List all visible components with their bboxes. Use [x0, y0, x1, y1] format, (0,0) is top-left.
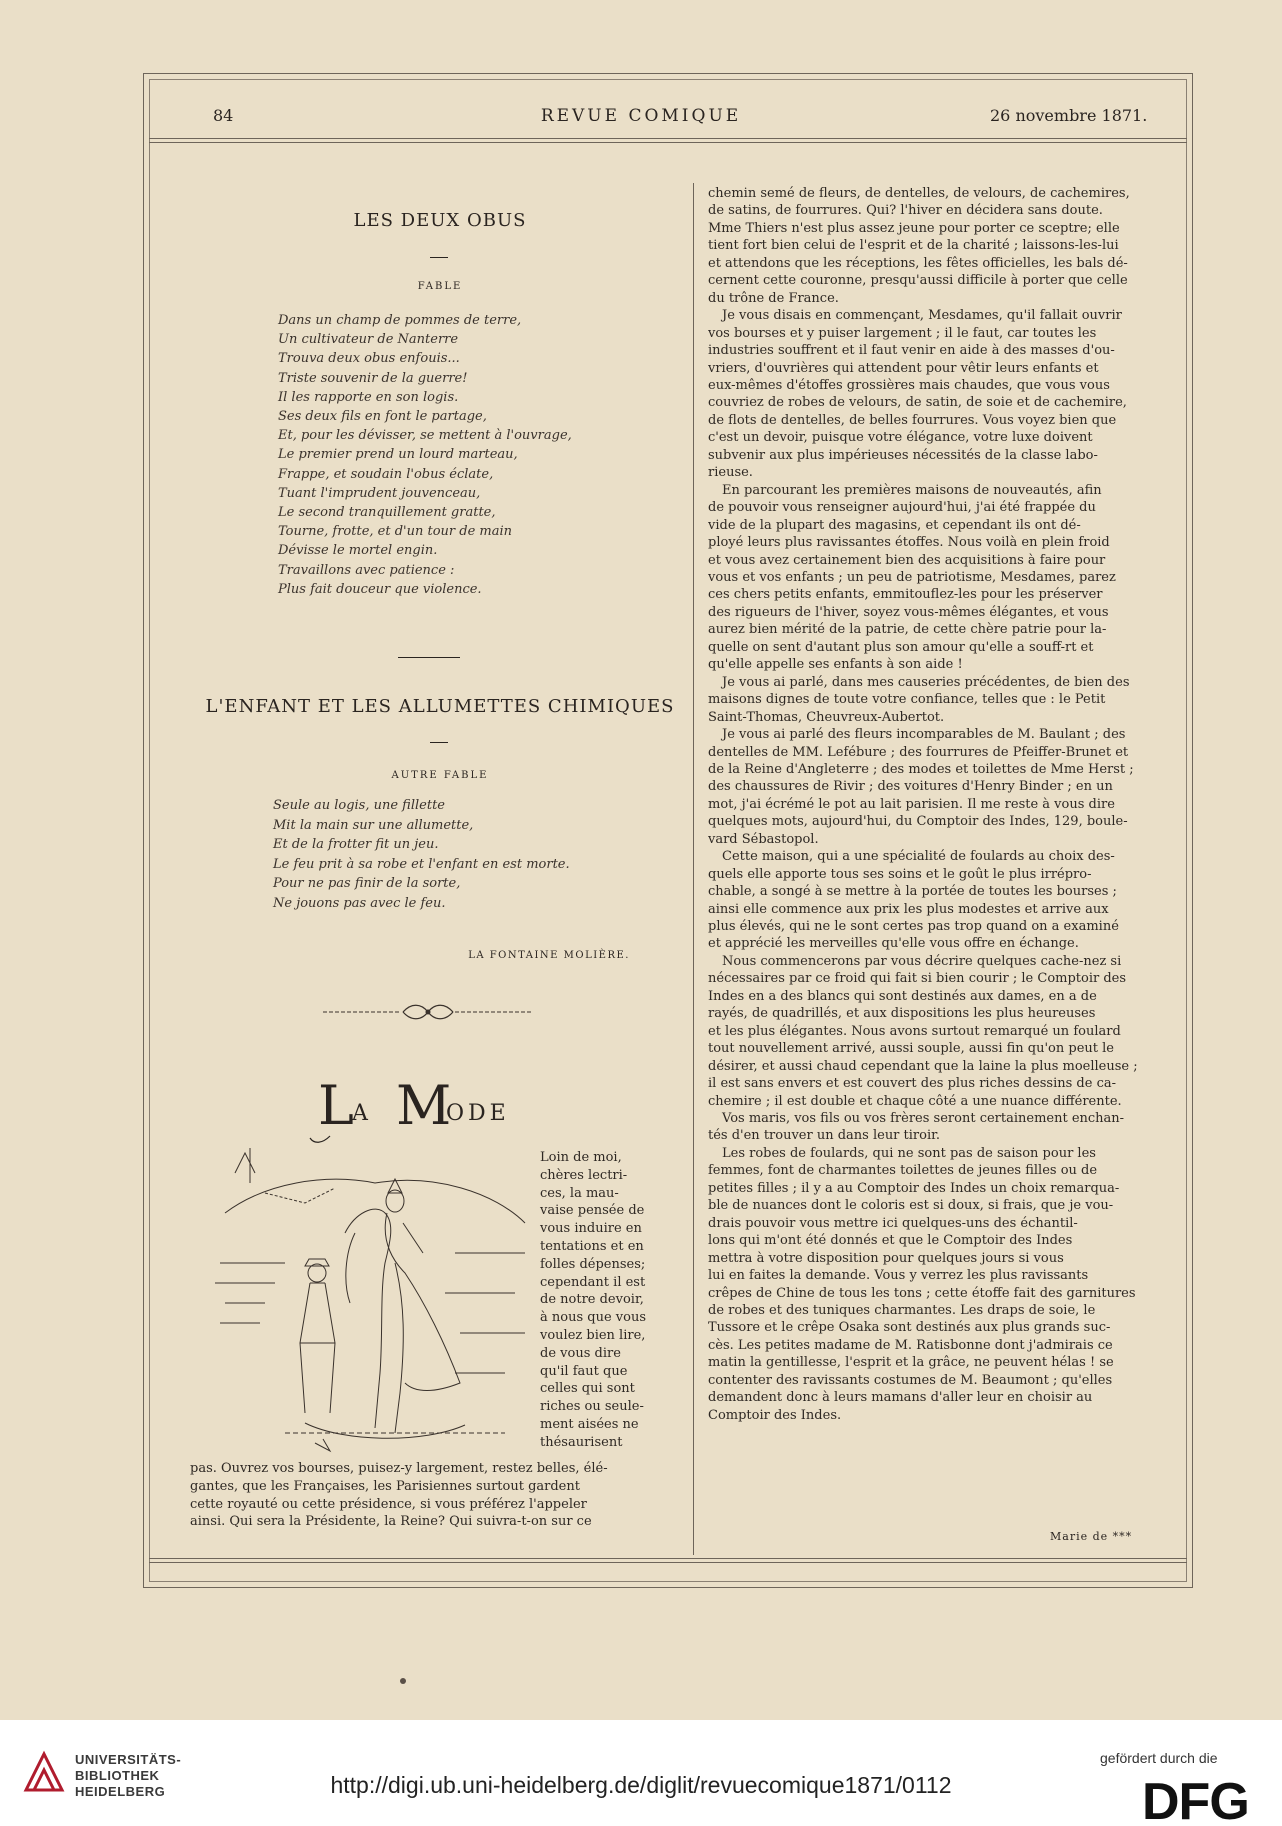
text-line: qu'elle appelle ses enfants à son aide !	[708, 657, 963, 673]
text-line: du trône de France.	[708, 290, 839, 306]
text-line: ment aisées ne	[540, 1416, 639, 1432]
text-line: de la Reine d'Angleterre ; des modes et toilettes de Mme Herst ;	[708, 761, 1134, 777]
svg-text:M: M	[396, 1074, 452, 1137]
text-line: cependant il est	[540, 1274, 646, 1290]
institution-line: BIBLIOTHEK	[75, 1768, 160, 1783]
verse-line: Plus fait douceur que violence.	[278, 581, 482, 597]
text-line: et attendons que les réceptions, les fêtes officielles, les bals dé-	[708, 255, 1128, 271]
text-line: rayés, de quadrillés, et aux dispositions les plus heureuses	[708, 1006, 1096, 1022]
text-line: plus élevés, qui ne le sont certes pas trop quand on a examiné	[708, 919, 1119, 935]
verse-line: Ne jouons pas avec le feu.	[273, 895, 446, 911]
verse-line: Travaillons avec patience :	[278, 562, 455, 578]
page-number: 84	[213, 106, 234, 125]
text-line: vard Sébastopol.	[708, 831, 819, 847]
text-line: Saint-Thomas, Cheuvreux-Aubertot.	[708, 709, 945, 725]
fable2-subtitle: AUTRE FABLE	[391, 770, 489, 781]
text-line: à nous que vous	[540, 1310, 646, 1326]
verse-line: Tuant l'imprudent jouvenceau,	[278, 485, 481, 501]
text-line: des chaussures de Rivir ; des voitures d'Henry Binder ; en un	[708, 779, 1113, 795]
text-line: folles dépenses;	[540, 1256, 646, 1272]
verse-line: Le premier prend un lourd marteau,	[278, 447, 518, 463]
verse-line: Le feu prit à sa robe et l'enfant en est morte.	[273, 856, 570, 872]
bottom-rule-thin	[149, 1562, 1187, 1563]
section-rule	[398, 657, 460, 658]
text-line: tentations et en	[540, 1238, 644, 1254]
text-line: dentelles de MM. Lefébure ; des fourrures de Pfeiffer-Brunet et	[708, 744, 1129, 760]
text-line: pas. Ouvrez vos bourses, puisez-y largement, restez belles, élé-	[190, 1461, 608, 1476]
text-line: il est sans envers et est couvert des plus riches dessins de ca-	[708, 1076, 1117, 1092]
text-line: vaise pensée de	[540, 1203, 645, 1219]
text-line: chemire ; il est double et chaque côté a une nuance différente.	[708, 1093, 1122, 1109]
text-line: industries souffrent et il faut venir en aide à des masses d'ou-	[708, 343, 1115, 359]
text-line: mot, j'ai écrémé le pot au lait parisien. Il me reste à vous dire	[708, 796, 1115, 812]
funding-label: gefördert durch die	[1100, 1750, 1218, 1766]
ink-spot	[400, 1678, 406, 1684]
verse-line: Dans un champ de pommes de terre,	[278, 313, 522, 328]
text-line: ainsi elle commence aux prix les plus modestes et arrive aux	[708, 901, 1109, 917]
verse-line: Et, pour les dévisser, se mettent à l'ouvrage,	[278, 428, 572, 444]
title-dash	[430, 257, 448, 258]
text-line: chères lectri-	[540, 1167, 628, 1183]
text-line: eux-mêmes d'étoffes grossières mais chaudes, que vous vous	[708, 377, 1110, 393]
text-line: cernent cette couronne, presqu'aussi difficile à porter que celle	[708, 273, 1128, 289]
text-line: voulez bien lire,	[540, 1327, 646, 1343]
svg-text:A: A	[352, 1101, 371, 1126]
journal-title: REVUE COMIQUE	[540, 106, 742, 126]
svg-text:ODE: ODE	[446, 1101, 510, 1126]
text-line: de satins, de fourrures. Qui? l'hiver en décidera sans doute.	[708, 203, 1103, 219]
text-line: Tussore et le crêpe Osaka sont destinés aux plus grands suc-	[708, 1320, 1111, 1336]
svg-text:L: L	[318, 1074, 354, 1137]
text-line: petites filles ; il y a au Comptoir des Indes un choix remarqua-	[708, 1180, 1120, 1196]
text-line: ces, la mau-	[540, 1185, 619, 1201]
text-line: riches ou seule-	[540, 1399, 644, 1415]
institution-line: UNIVERSITÄTS-	[75, 1752, 182, 1767]
text-line: de robes et des tuniques charmantes. Les draps de soie, le	[708, 1303, 1096, 1318]
verse-line: Trouva deux obus enfouis...	[278, 351, 460, 367]
text-line: et les plus élégantes. Nous avons surtout remarqué un foulard	[708, 1023, 1121, 1039]
text-line: quelques mots, aujourd'hui, du Comptoir des Indes, 129, boule-	[708, 814, 1128, 830]
verse-line: Dévisse le mortel engin.	[278, 543, 438, 559]
text-line: et apprécié les merveilles qu'elle vous offre en échange.	[708, 936, 1079, 952]
text-line: de vous dire	[540, 1345, 621, 1361]
bottom-rule	[149, 1558, 1187, 1559]
text-line: Loin de moi,	[540, 1150, 622, 1165]
text-line: chemin semé de fleurs, de dentelles, de velours, de cachemires,	[708, 186, 1130, 201]
text-line: qu'il faut que	[540, 1363, 628, 1379]
text-line: ainsi. Qui sera la Présidente, la Reine? Qui suivra-t-on sur ce	[190, 1514, 592, 1530]
text-line: cette royauté ou cette présidence, si vous préférez l'appeler	[190, 1496, 587, 1512]
mode-intro-wrapped	[540, 1149, 670, 1452]
text-line: quels elle apporte tous ses soins et le goût le plus irrépro-	[708, 866, 1092, 882]
verse-line: Tourne, frotte, et d'un tour de main	[278, 524, 513, 540]
text-line: demandent donc à leurs mamans d'aller leur en choisir au	[708, 1390, 1093, 1406]
text-line: gantes, que les Françaises, les Parisiennes surtout gardent	[190, 1478, 580, 1494]
text-line: matin la gentillesse, l'esprit et la grâce, ne peuvent hélas ! se	[708, 1355, 1114, 1371]
mode-intro-continued	[190, 1460, 675, 1531]
text-line: mettra à votre disposition pour quelques jours si vous	[708, 1250, 1064, 1266]
dfg-logo: DFG	[1142, 1773, 1249, 1826]
text-line: En parcourant les premières maisons de nouveautés, afin	[722, 482, 1102, 498]
text-line: femmes, font de charmantes toilettes de jeunes filles ou de	[708, 1163, 1098, 1179]
author-signature: Marie de ***	[1050, 1530, 1133, 1543]
verse-line: Mit la main sur une allumette,	[273, 817, 474, 833]
text-line: Cette maison, qui a une spécialité de foulards au choix des-	[722, 849, 1115, 865]
verse-line: Il les rapporte en son logis.	[278, 389, 459, 405]
text-line: Nous commencerons par vous décrire quelques cache-nez si	[722, 953, 1122, 969]
text-line: drais pouvoir vous mettre ici quelques-uns des échantil-	[708, 1215, 1078, 1231]
text-line: vide de la plupart des magasins, et cependant ils ont dé-	[708, 517, 1081, 533]
verse-line: Ses deux fils en font le partage,	[278, 409, 487, 425]
right-column-text	[708, 185, 1188, 1424]
text-line: vous induire en	[540, 1221, 642, 1237]
institution-line: HEIDELBERG	[75, 1784, 166, 1799]
text-line: tient fort bien celui de l'esprit et de la charité ; laissons-les-lui	[708, 238, 1119, 254]
text-line: Les robes de foulards, qui ne sont pas de saison pour les	[722, 1145, 1096, 1161]
text-line: de flots de dentelles, de belles fourrures. Vous voyez bien que	[708, 412, 1117, 428]
text-line: vos bourses et y puiser largement ; il le faut, car toutes les	[708, 325, 1097, 341]
text-line: des rigueurs de l'hiver, soyez vous-mêmes élégantes, et vous	[708, 604, 1109, 620]
text-line: couvriez de robes de velours, de satin, de soie et de cachemire,	[708, 395, 1127, 411]
la-mode-title	[300, 1066, 560, 1146]
verse-line: Le second tranquillement gratte,	[278, 505, 496, 521]
riding-illustration	[205, 1143, 540, 1458]
column-divider	[693, 183, 694, 1555]
text-line: chable, a songé à se mettre à la portée de toutes les bourses ;	[708, 884, 1117, 900]
fable2-signature: LA FONTAINE MOLIÈRE.	[468, 950, 630, 961]
viewer-footer	[0, 1720, 1282, 1826]
text-line: crêpes de Chine de tous les tons ; cette étoffe fait des garnitures	[708, 1285, 1136, 1301]
fable2-verse	[273, 796, 570, 914]
text-line: celles qui sont	[540, 1381, 635, 1397]
text-line: ces chers petits enfants, emmitouflez-les pour les préserver	[708, 587, 1103, 603]
text-line: Je vous ai parlé des fleurs incomparables de M. Baulant ; des	[722, 727, 1126, 743]
text-line: c'est un devoir, puisque votre élégance, votre luxe doivent	[708, 430, 1093, 446]
text-line: subvenir aux plus impérieuses nécessités de la classe labo-	[708, 447, 1098, 463]
header-rule-thin	[149, 142, 1187, 143]
text-line: Comptoir des Indes.	[708, 1407, 842, 1423]
verse-line: Triste souvenir de la guerre!	[278, 370, 468, 386]
text-line: et vous avez certainement bien des acquisitions à faire pour	[708, 552, 1106, 568]
fable1-title: LES DEUX OBUS	[353, 210, 527, 231]
text-line: tout nouvellement arrivé, aussi souple, aussi fin qu'on peut le	[708, 1041, 1114, 1057]
issue-date: 26 novembre 1871.	[990, 106, 1148, 125]
header-rule	[149, 138, 1187, 139]
text-line: cès. Les petites madame de M. Ratisbonne dont j'admirais ce	[708, 1337, 1113, 1353]
verse-line: Frappe, et soudain l'obus éclate,	[278, 466, 494, 482]
text-line: de pouvoir vous renseigner aujourd'hui, j'ai été frappée du	[708, 500, 1096, 516]
text-line: ble de nuances dont le coloris est si doux, si frais, que je vou-	[708, 1198, 1114, 1214]
text-line: lui en faites la demande. Vous y verrez les plus ravissants	[708, 1268, 1089, 1284]
text-line: Vos maris, vos fils ou vos frères seront certainement enchan-	[722, 1111, 1125, 1127]
fable1-subtitle: FABLE	[417, 281, 463, 292]
verse-line: Et de la frotter fit un jeu.	[273, 837, 439, 853]
verse-line: Pour ne pas finir de la sorte,	[273, 876, 461, 892]
fable1-verse	[278, 311, 572, 599]
text-line: de notre devoir,	[540, 1292, 644, 1308]
text-line: Je vous disais en commençant, Mesdames, qu'il fallait ouvrir	[722, 308, 1122, 324]
text-line: Je vous ai parlé, dans mes causeries précédentes, de bien des	[722, 674, 1130, 690]
text-line: thésaurisent	[540, 1434, 623, 1450]
text-line: lons qui m'ont été donnés et que le Comptoir des Indes	[708, 1233, 1073, 1249]
text-line: quelle on sent d'autant plus son amour qu'elle a souff-rt et	[708, 639, 1094, 655]
text-line: désirer, et aussi chaud cependant que la laine la plus moelleuse ;	[708, 1058, 1138, 1074]
text-line: rieuse.	[708, 465, 753, 481]
text-line: Indes en a des blancs qui sont destinés aux dames, en a de	[708, 988, 1097, 1004]
permalink-url[interactable]: http://digi.ub.uni-heidelberg.de/diglit/revuecomique1871/0112	[330, 1772, 952, 1798]
text-line: tés d'en trouver un dans leur tiroir.	[708, 1128, 941, 1144]
verse-line: Un cultivateur de Nanterre	[278, 332, 459, 348]
fable2-title: L'ENFANT ET LES ALLUMETTES CHIMIQUES	[205, 696, 675, 717]
text-line: aurez bien mérité de la patrie, de cette chère patrie pour la-	[708, 622, 1107, 638]
text-line: Mme Thiers n'est plus assez jeune pour porter ce sceptre; elle	[708, 220, 1120, 236]
text-line: maisons dignes de toute votre confiance, telles que : le Petit	[708, 692, 1106, 708]
text-line: contenter des ravissants costumes de M. Beaumont ; qu'elles	[708, 1372, 1113, 1388]
ornament-divider-icon	[323, 999, 533, 1025]
text-line: nécessaires par ce froid qui fait si bien courir ; le Comptoir des	[708, 971, 1127, 987]
text-line: ployé leurs plus ravissantes étoffes. Nous voilà en plein froid	[708, 535, 1110, 551]
text-line: vriers, d'ouvrières qui attendent pour vêtir leurs enfants et	[708, 360, 1099, 376]
verse-line: Seule au logis, une fillette	[273, 798, 446, 813]
title-dash	[430, 742, 448, 743]
text-line: vous et vos enfants ; un peu de patriotisme, Mesdames, parez	[708, 569, 1116, 585]
